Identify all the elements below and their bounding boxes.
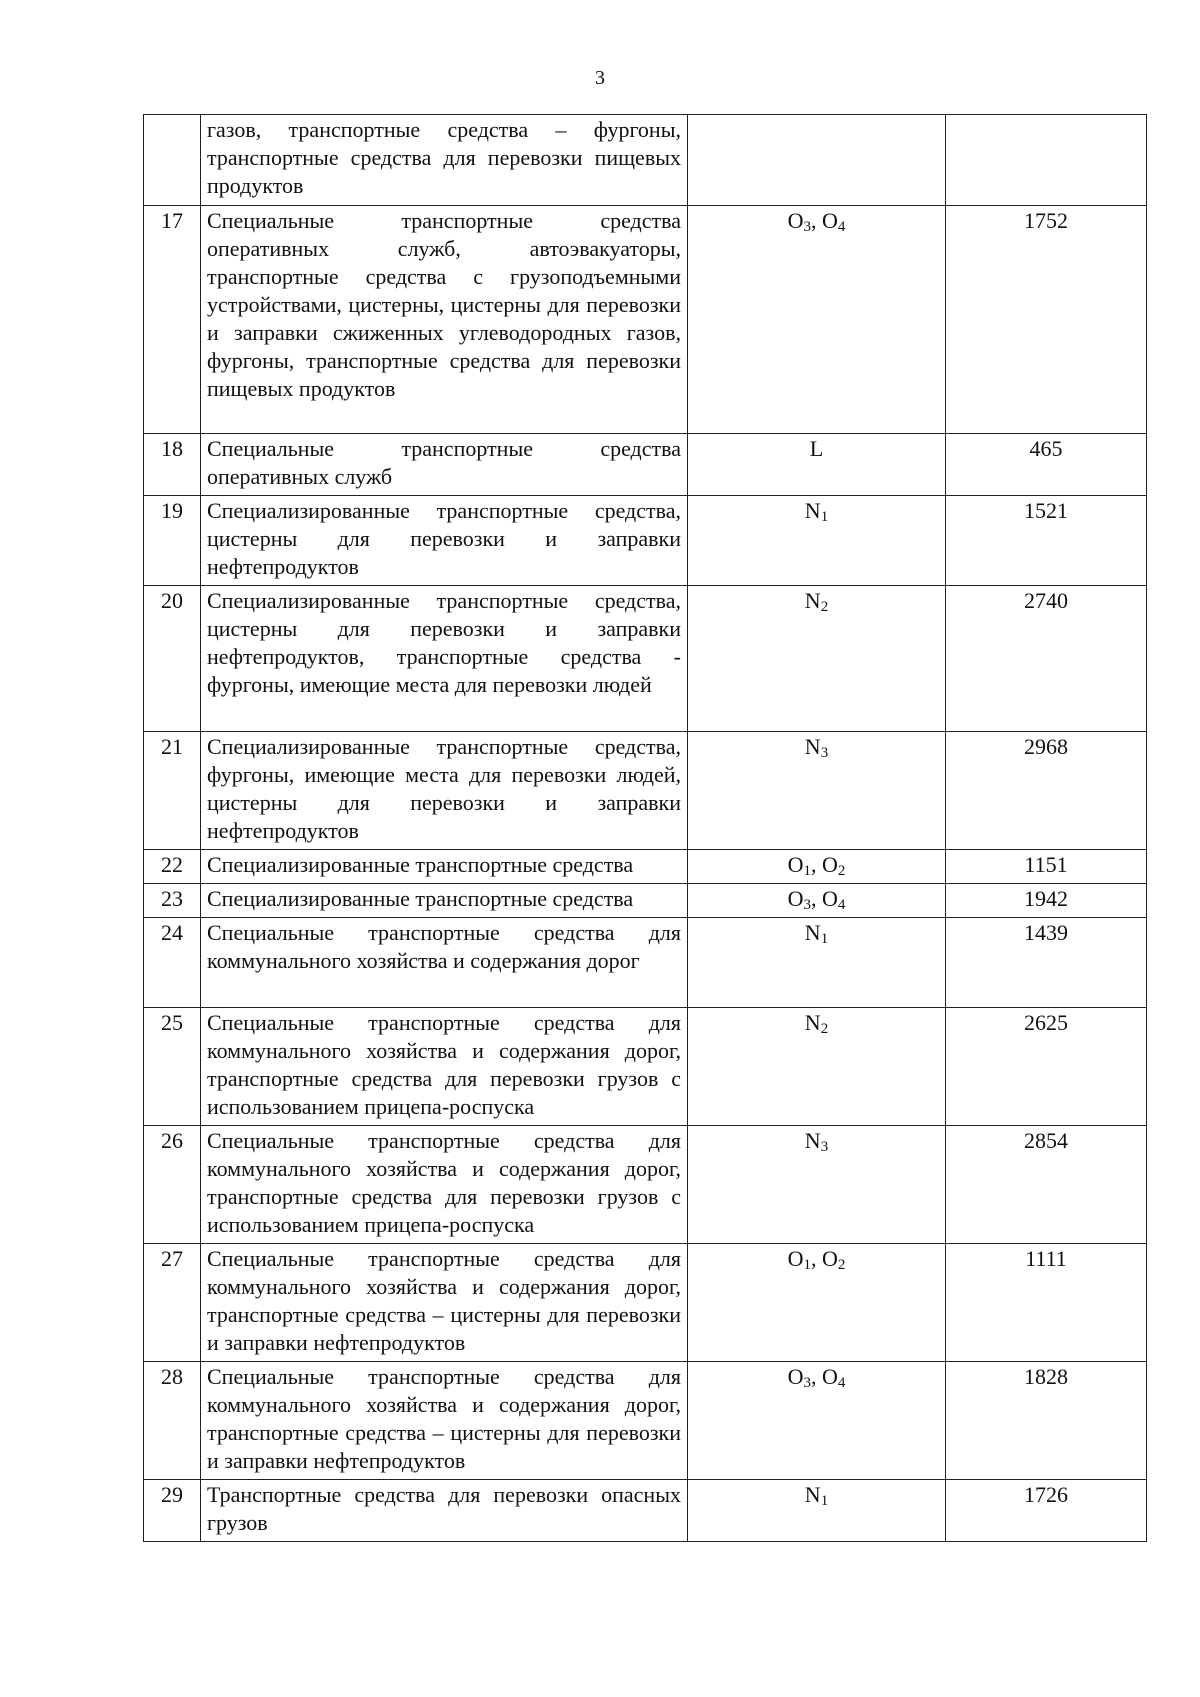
table-row bbox=[144, 206, 1147, 434]
row-category: $O_3$, $O_4$ bbox=[688, 1362, 946, 1480]
row-number bbox=[144, 115, 201, 206]
row-description: Специальные транспортные средства для коммунального хозяйства и содержания дорог, транспортные средства для перевозки грузов с использованием прицепа-роспуска bbox=[201, 1126, 688, 1244]
row-description: Специализированные транспортные средства bbox=[201, 850, 688, 884]
row-category: $O_1$, $O_2$ bbox=[688, 850, 946, 884]
table-row bbox=[144, 850, 1147, 884]
row-number: 26 bbox=[144, 1126, 201, 1244]
table-row bbox=[144, 586, 1147, 732]
table-row bbox=[144, 1362, 1147, 1480]
page-number: 3 bbox=[595, 67, 605, 89]
table-row bbox=[144, 732, 1147, 850]
row-category: $N_1$ bbox=[688, 1480, 946, 1542]
table-row bbox=[144, 1244, 1147, 1362]
row-description: Специальные транспортные средства оперативных служб, автоэвакуаторы, транспортные средства с грузоподъемными устройствами, цистерны, цистерны для перевозки и заправки сжиженных углеводородных газов, фургоны, транспортные средства для перевозки пищевых продуктов bbox=[201, 206, 688, 434]
table-row bbox=[144, 884, 1147, 918]
row-value: 1942 bbox=[946, 884, 1147, 918]
row-category: $O_3$, $O_4$ bbox=[688, 884, 946, 918]
row-number: 17 bbox=[144, 206, 201, 434]
row-value: 2854 bbox=[946, 1126, 1147, 1244]
row-number: 20 bbox=[144, 586, 201, 732]
row-value: 1521 bbox=[946, 496, 1147, 586]
row-number: 18 bbox=[144, 434, 201, 496]
row-category: $N_1$ bbox=[688, 918, 946, 1008]
row-value: 1828 bbox=[946, 1362, 1147, 1480]
row-category: $N_2$ bbox=[688, 586, 946, 732]
row-value: 2968 bbox=[946, 732, 1147, 850]
row-number: 28 bbox=[144, 1362, 201, 1480]
vehicle-category-table bbox=[143, 114, 1147, 1542]
row-category: $O_3$, $O_4$ bbox=[688, 206, 946, 434]
row-category bbox=[688, 115, 946, 206]
row-value: 1752 bbox=[946, 206, 1147, 434]
row-description: Специализированные транспортные средства, цистерны для перевозки и заправки нефтепродуктов bbox=[201, 496, 688, 586]
row-category: $N_3$ bbox=[688, 732, 946, 850]
row-number: 24 bbox=[144, 918, 201, 1008]
row-description: Специализированные транспортные средства, цистерны для перевозки и заправки нефтепродуктов, транспортные средства - фургоны, имеющие места для перевозки людей bbox=[201, 586, 688, 732]
row-description: газов, транспортные средства – фургоны, транспортные средства для перевозки пищевых продуктов bbox=[201, 115, 688, 206]
row-description: Специальные транспортные средства для коммунального хозяйства и содержания дорог, транспортные средства – цистерны для перевозки и заправки нефтепродуктов bbox=[201, 1244, 688, 1362]
row-description: Специальные транспортные средства оперативных служб bbox=[201, 434, 688, 496]
row-number: 27 bbox=[144, 1244, 201, 1362]
row-category: $O_1$, $O_2$ bbox=[688, 1244, 946, 1362]
row-number: 21 bbox=[144, 732, 201, 850]
row-value: 2625 bbox=[946, 1008, 1147, 1126]
row-description: Специальные транспортные средства для коммунального хозяйства и содержания дорог bbox=[201, 918, 688, 1008]
row-category: $N_3$ bbox=[688, 1126, 946, 1244]
row-description: Специальные транспортные средства для коммунального хозяйства и содержания дорог, транспортные средства – цистерны для перевозки и заправки нефтепродуктов bbox=[201, 1362, 688, 1480]
row-number: 22 bbox=[144, 850, 201, 884]
row-value: 465 bbox=[946, 434, 1147, 496]
row-value: 1111 bbox=[946, 1244, 1147, 1362]
row-number: 23 bbox=[144, 884, 201, 918]
table-row bbox=[144, 115, 1147, 206]
table-row bbox=[144, 1126, 1147, 1244]
table-row bbox=[144, 918, 1147, 1008]
row-category: L bbox=[688, 434, 946, 496]
row-category: $N_1$ bbox=[688, 496, 946, 586]
row-description: Специализированные транспортные средства, фургоны, имеющие места для перевозки людей, цистерны для перевозки и заправки нефтепродуктов bbox=[201, 732, 688, 850]
row-number: 29 bbox=[144, 1480, 201, 1542]
row-value: 1151 bbox=[946, 850, 1147, 884]
row-description: Специальные транспортные средства для коммунального хозяйства и содержания дорог, транспортные средства для перевозки грузов с использованием прицепа-роспуска bbox=[201, 1008, 688, 1126]
row-number: 19 bbox=[144, 496, 201, 586]
row-value bbox=[946, 115, 1147, 206]
table-row bbox=[144, 496, 1147, 586]
table-row bbox=[144, 1480, 1147, 1542]
row-description: Транспортные средства для перевозки опасных грузов bbox=[201, 1480, 688, 1542]
row-value: 2740 bbox=[946, 586, 1147, 732]
row-category: $N_2$ bbox=[688, 1008, 946, 1126]
row-value: 1439 bbox=[946, 918, 1147, 1008]
row-value: 1726 bbox=[946, 1480, 1147, 1542]
table-row bbox=[144, 434, 1147, 496]
row-number: 25 bbox=[144, 1008, 201, 1126]
table-row bbox=[144, 1008, 1147, 1126]
row-description: Специализированные транспортные средства bbox=[201, 884, 688, 918]
